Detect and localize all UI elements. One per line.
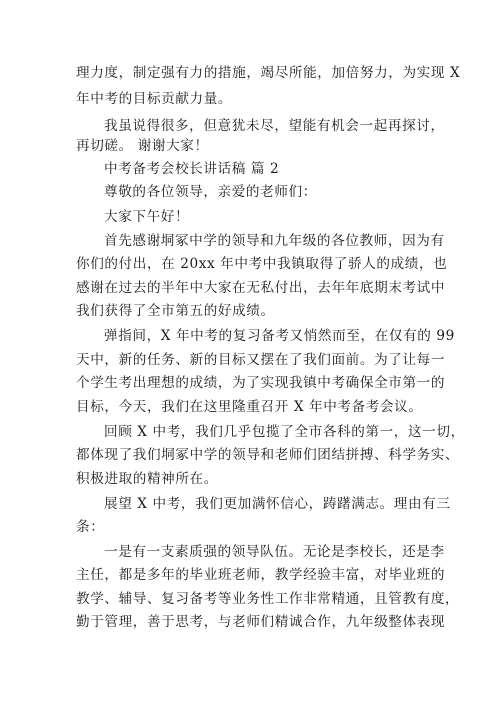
paragraph-line: 你们的付出，在 20xx 年中考中我镇取得了骄人的成绩，也 [76,256,448,272]
paragraph-line: 主任，都是多年的毕业班老师，教学经验丰富，对毕业班的 [76,567,446,583]
greeting: 大家下午好！ [104,209,190,225]
paragraph-line: 勤于管理，善于思考，与老师们精诚合作，九年级整体表现 [76,614,446,630]
paragraph-line: 天中，新的任务、新的目标又摆在了我们面前。为了让每一 [76,352,446,368]
paragraph-line: 一是有一支素质强的领导队伍。无论是李校长，还是李 [104,544,445,560]
paragraph-line: 弹指间，X 年中考的复习备考又悄然而至，在仅有的 99 [104,328,455,344]
paragraph-line: 都体现了我们垌冢中学的领导和老师们团结拼搏、科学务实、 [76,447,460,463]
paragraph-line: 我们获得了全市第五的好成绩。 [76,303,275,319]
section-heading: 中考备考会校长讲话稿 篇 2 [104,161,280,177]
paragraph-line: 年中考的目标贡献力量。 [76,91,233,107]
paragraph-line: 目标，今天，我们在这里隆重召开 X 年中考备考会议。 [76,399,423,415]
paragraph-line: 我虽说得很多，但意犹未尽，望能有机会一起再探讨， [104,118,445,134]
salutation: 尊敬的各位领导，亲爱的老师们： [104,184,317,200]
paragraph-line: 回顾 X 中考，我们几乎包揽了全市各科的第一，这一切， [104,424,465,440]
paragraph-line: 理力度，制定强有力的措施，竭尽所能，加倍努力，为实现 X [76,65,461,81]
paragraph-line: 积极进取的精神所在。 [76,471,218,487]
paragraph-line: 首先感谢垌冢中学的领导和九年级的各位教师，因为有 [104,233,445,249]
paragraph-line: 个学生考出理想的成绩，为了实现我镇中考确保全市第一的 [76,375,446,391]
paragraph-line: 教学、辅导、复习备考等业务性工作非常精通，且管教有度， [76,591,460,607]
paragraph-line: 再切磋。 谢谢大家！ [76,138,209,154]
paragraph-line: 条： [76,519,105,535]
paragraph-line: 展望 X 中考，我们更加满怀信心，踌躇满志。理由有三 [104,496,451,512]
paragraph-line: 感谢在过去的半年中大家在无私付出，去年年底期末考试中 [76,280,446,296]
